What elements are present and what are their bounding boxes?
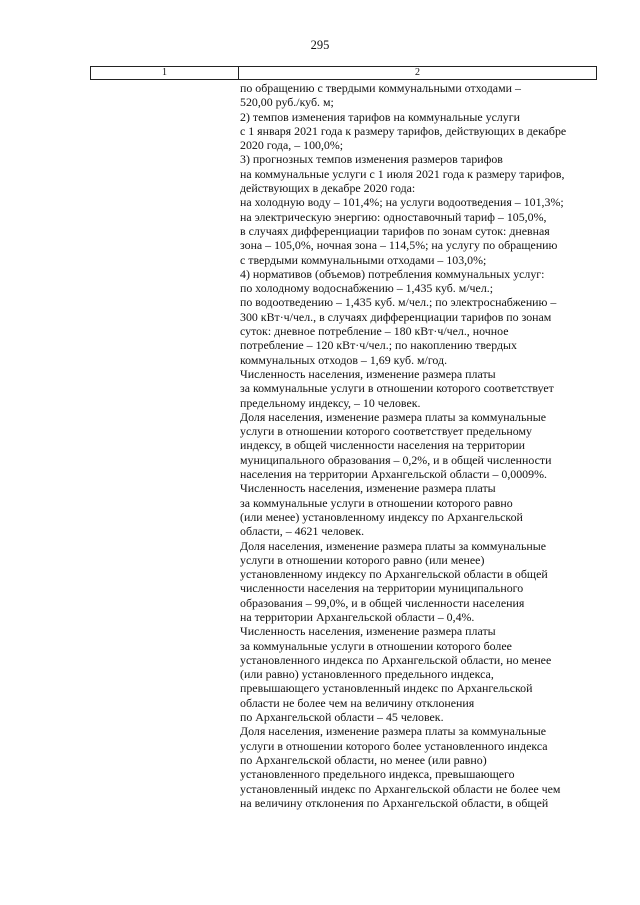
text-line: Доля населения, изменение размера платы за коммунальные [240,409,547,424]
text-line: 2) темпов изменения тарифов на коммунальные услуги [240,109,520,124]
text-line: за коммунальные услуги в отношении которого равно [240,495,513,510]
text-line: 520,00 руб./куб. м; [240,95,334,110]
text-line: 300 кВт·ч/чел., в случаях дифференциации тарифов по зонам [240,309,552,324]
column-2-number: 2 [415,67,420,78]
text-line: установленного предельного индекса, превышающего [240,767,515,782]
text-line: зона – 105,0%, ночная зона – 114,5%; на услугу по обращению [240,238,558,253]
text-line: (или менее) установленному индексу по Архангельской [240,509,523,524]
text-line: с твердыми коммунальными отходами – 103,0%; [240,252,487,267]
text-line: муниципального образования – 0,2%, и в общей численности [240,452,552,467]
document-body-text [240,81,598,810]
text-line: численности населения на территории муниципального [240,581,524,596]
text-line: потребление – 120 кВт·ч/чел.; по накоплению твердых [240,338,517,353]
text-line: 2020 года, – 100,0%; [240,138,344,153]
text-line: по Архангельской области – 45 человек. [240,710,444,725]
text-line: предельному индексу, – 10 человек. [240,395,421,410]
text-line: области не более чем на величину отклонения [240,695,475,710]
text-line: населения на территории Архангельской области – 0,0009%. [240,467,547,482]
text-line: Численность населения, изменение размера платы [240,624,496,639]
text-line: в случаях дифференциации тарифов по зонам суток: дневная [240,223,550,238]
text-line: услуги в отношении которого равно (или менее) [240,552,485,567]
text-line: Доля населения, изменение размера платы за коммунальные [240,538,547,553]
text-line: 3) прогнозных темпов изменения размеров тарифов [240,152,503,167]
text-line: действующих в декабре 2020 года: [240,181,416,196]
text-line: суток: дневное потребление – 180 кВт·ч/чел., ночное [240,324,509,339]
text-line: Численность населения, изменение размера платы [240,366,496,381]
text-line: области, – 4621 человек. [240,524,365,539]
text-line: коммунальных отходов – 1,69 куб. м/год. [240,352,448,367]
text-line: Доля населения, изменение размера платы за коммунальные [240,724,547,739]
text-line: установленного индекса по Архангельской области, но менее [240,652,552,667]
text-line: услуги в отношении которого соответствует предельному [240,424,532,439]
text-line: установленный индекс по Архангельской области не более чем [240,781,561,796]
text-line: индексу, в общей численности населения на территории [240,438,526,453]
text-line: (или равно) установленного предельного индекса, [240,667,494,682]
text-line: Численность населения, изменение размера платы [240,481,496,496]
text-line: с 1 января 2021 года к размеру тарифов, действующих в декабре [240,123,567,138]
text-line: установленному индексу по Архангельской области в общей [240,567,548,582]
text-line: по водоотведению – 1,435 куб. м/чел.; по электроснабжению – [240,295,557,310]
text-line: по холодному водоснабжению – 1,435 куб. м/чел.; [240,281,494,296]
text-line: на холодную воду – 101,4%; на услуги водоотведения – 101,3%; [240,195,564,210]
text-line: на территории Архангельской области – 0,4%. [240,609,475,624]
text-line: образования – 99,0%, и в общей численности населения [240,595,525,610]
text-line: за коммунальные услуги в отношении которого более [240,638,512,653]
page-number: 295 [310,38,330,52]
table-column-header [90,66,597,80]
text-line: на коммунальные услуги с 1 июля 2021 года к размеру тарифов, [240,166,565,181]
text-line: 4) нормативов (объемов) потребления коммунальных услуг: [240,266,545,281]
text-line: превышающего установленный индекс по Архангельской [240,681,533,696]
column-1-number: 1 [91,67,239,79]
text-line: на величину отклонения по Архангельской области, в общей [240,795,549,810]
text-line: по обращению с твердыми коммунальными отходами – [240,81,521,95]
text-line: услуги в отношении которого более установленного индекса [240,738,548,753]
text-line: по Архангельской области, но менее (или равно) [240,752,487,767]
text-line: на электрическую энергию: одноставочный тариф – 105,0%, [240,209,547,224]
text-line: за коммунальные услуги в отношении которого соответствует [240,381,554,396]
